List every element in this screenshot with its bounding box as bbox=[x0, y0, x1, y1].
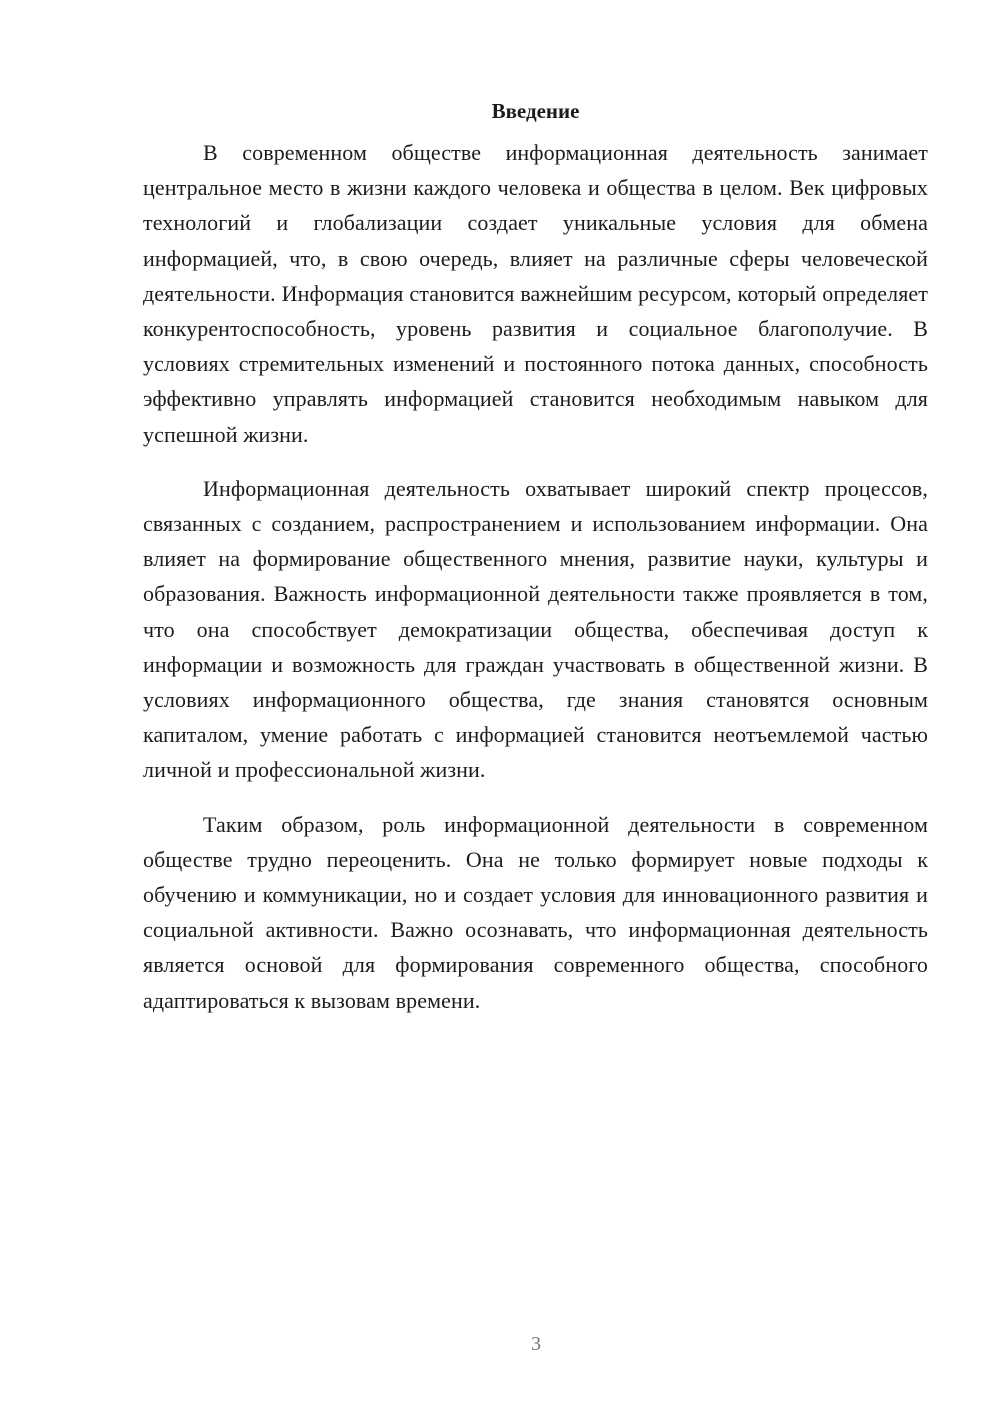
page-body bbox=[143, 97, 928, 1037]
paragraph-1: В современном обществе информационная деятельность занимает центральное место в жизни каждого человека и общества в целом. Век цифровых технологий и глобализации создает уникальные условия для обмена информацией, что, в свою очередь, влияет на различные сферы человеческой деятельности. Информация становится важнейшим ресурсом, который определяет конкурентоспособность, уровень развития и социальное благополучие. В условиях стремительных изменений и постоянного потока данных, способность эффективно управлять информацией становится необходимым навыком для успешной жизни. bbox=[143, 140, 928, 447]
section-title: Введение bbox=[491, 99, 580, 123]
page-number: 3 bbox=[531, 1333, 541, 1355]
paragraph-3: Таким образом, роль информационной деятельности в современном обществе трудно переоценить. Она не только формирует новые подходы к обучению и коммуникации, но и создает условия для инновационного развития и социальной активности. Важно осознавать, что информационная деятельность является основой для формирования современного общества, способного адаптироваться к вызовам времени. bbox=[143, 811, 928, 1013]
paragraph-2: Информационная деятельность охватывает широкий спектр процессов, связанных с созданием, распространением и использованием информации. Она влияет на формирование общественного мнения, развитие науки, культуры и образования. Важность информационной деятельности также проявляется в том, что она способствует демократизации общества, обеспечивая доступ к информации и возможность для граждан участвовать в общественной жизни. В условиях информационного общества, где знания становятся основным капиталом, умение работать с информацией становится неотъемлемой частью личной и профессиональной жизни. bbox=[143, 475, 928, 783]
